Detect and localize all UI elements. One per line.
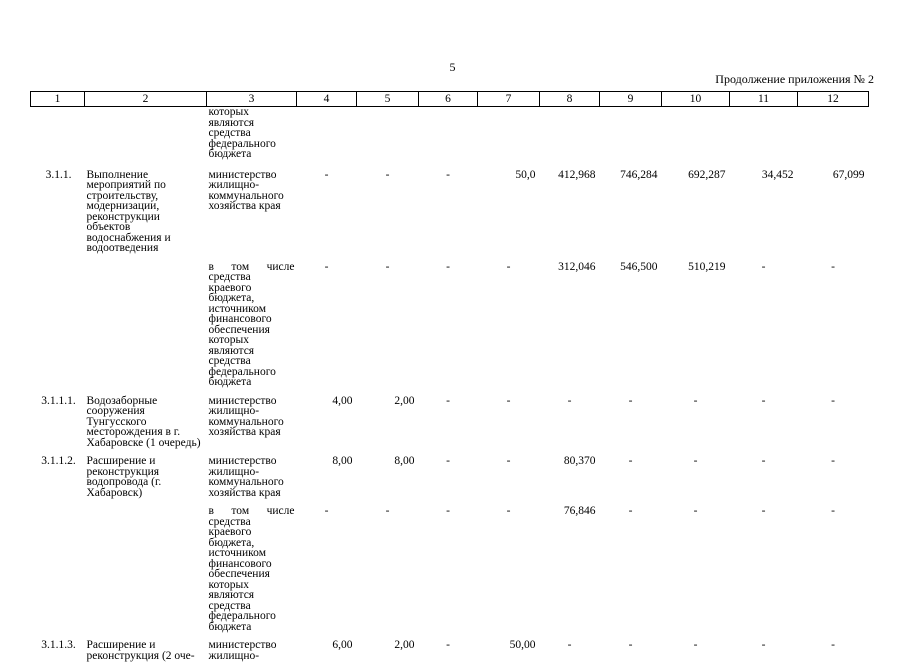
row-value-7 — [478, 107, 540, 170]
row-value-4: 4,00 — [332, 394, 353, 407]
row-code — [31, 107, 85, 170]
row-value-8: 312,046 — [558, 260, 596, 273]
row-value-11 — [730, 107, 798, 170]
row-value-12: - — [831, 260, 835, 273]
row-value-4 — [297, 107, 357, 170]
row-value-5: 2,00 — [394, 639, 415, 651]
row-value-11: - — [761, 505, 766, 517]
row-code: 3.1.1.3. — [41, 639, 76, 651]
row-value-8: 80,370 — [563, 455, 596, 467]
row-value-6: - — [446, 505, 450, 517]
row-value-9: - — [628, 394, 633, 407]
col-header-10: 10 — [662, 92, 730, 107]
table-row — [31, 506, 869, 640]
row-value-12: - — [831, 455, 835, 467]
row-value-10 — [662, 107, 730, 170]
row-executor: министерство жилищно-коммунального хозяйства края — [208, 394, 284, 438]
row-value-5: 8,00 — [394, 455, 415, 467]
row-name: Расширение и реконструкция водопровода (г. Хабаровск) — [86, 455, 162, 499]
row-executor: министерство жилищно-коммунального хозяйства края — [208, 168, 284, 212]
row-value-5: - — [385, 168, 390, 181]
table-row — [31, 262, 869, 396]
col-header-7: 7 — [478, 92, 540, 107]
row-name: Расширение и реконструкция (2 оче- — [86, 639, 195, 662]
row-value-8: 412,968 — [558, 168, 596, 181]
row-name — [85, 107, 207, 170]
page-number: 5 — [449, 60, 456, 74]
col-header-8: 8 — [540, 92, 600, 107]
row-value-7: 50,0 — [515, 168, 536, 181]
row-value-11: - — [761, 455, 766, 467]
row-value-9 — [600, 107, 662, 170]
col-header-5: 5 — [357, 92, 419, 107]
row-name: Водозаборные сооружения Тунгусского месторождения в г. Хабаровске (1 очередь) — [86, 394, 201, 449]
row-name: Выполнение мероприятий по строительству, модернизации, реконструкции объектов водоснабжения и водоотведения — [86, 168, 171, 254]
col-header-6: 6 — [419, 92, 478, 107]
row-value-12: 67,099 — [832, 168, 865, 181]
row-value-11: - — [761, 260, 766, 273]
program-table — [30, 91, 869, 669]
row-value-9: - — [628, 639, 633, 651]
row-value-6: - — [446, 168, 450, 181]
row-value-9: 746,284 — [620, 168, 658, 181]
col-header-11: 11 — [730, 92, 798, 107]
row-value-7: - — [506, 394, 511, 407]
row-value-5 — [357, 107, 419, 170]
row-executor: в том числе средства краевого бюджета, источником финансового обеспечения которых являются средства федерального бюджета — [208, 505, 295, 633]
row-value-11: - — [761, 639, 766, 651]
row-value-10: 692,287 — [688, 168, 726, 181]
row-value-5: 2,00 — [394, 394, 415, 407]
row-code: 3.1.1.1. — [41, 394, 76, 407]
col-header-9: 9 — [600, 92, 662, 107]
row-value-10: - — [693, 455, 698, 467]
table-row — [31, 107, 869, 170]
row-executor: которых являются средства федерального бюджета — [208, 106, 276, 160]
col-header-3: 3 — [207, 92, 297, 107]
table-row — [31, 640, 869, 669]
row-value-12: - — [831, 505, 835, 517]
row-value-11: 34,452 — [761, 168, 794, 181]
row-value-9: - — [628, 505, 633, 517]
row-value-12: - — [831, 394, 835, 407]
row-value-10: - — [693, 394, 698, 407]
row-value-4: - — [324, 168, 329, 181]
row-value-8: - — [567, 394, 572, 407]
row-value-10: - — [693, 639, 698, 651]
row-value-4: 8,00 — [332, 455, 353, 467]
row-code — [31, 506, 85, 640]
row-value-5: - — [385, 505, 390, 517]
row-value-9: 546,500 — [620, 260, 658, 273]
row-code: 3.1.1. — [45, 168, 72, 181]
row-value-6 — [419, 107, 478, 170]
row-executor: в том числе средства краевого бюджета, источником финансового обеспечения которых являются средства федерального бюджета — [208, 260, 295, 388]
row-value-6: - — [446, 260, 450, 273]
row-value-4: - — [324, 505, 329, 517]
row-value-9: - — [628, 455, 633, 467]
row-executor: министерство жилищно- — [208, 639, 277, 662]
row-value-6: - — [446, 455, 450, 467]
row-name — [85, 262, 207, 396]
row-value-4: - — [324, 260, 329, 273]
row-value-7: 50,00 — [509, 639, 536, 651]
col-header-12: 12 — [798, 92, 869, 107]
row-code: 3.1.1.2. — [41, 455, 76, 467]
table-row — [31, 170, 869, 262]
row-code — [31, 262, 85, 396]
row-value-12 — [798, 107, 869, 170]
row-value-8 — [540, 107, 600, 170]
row-value-8: - — [567, 639, 572, 651]
row-value-5: - — [385, 260, 390, 273]
column-number-row — [31, 92, 869, 107]
col-header-2: 2 — [85, 92, 207, 107]
row-value-6: - — [446, 394, 450, 407]
table-row — [31, 396, 869, 457]
row-value-4: 6,00 — [332, 639, 353, 651]
row-value-11: - — [761, 394, 766, 407]
col-header-1: 1 — [31, 92, 85, 107]
continuation-label: Продолжение приложения № 2 — [715, 72, 874, 86]
row-executor: министерство жилищно-коммунального хозяйства края — [208, 455, 284, 499]
row-name — [85, 506, 207, 640]
row-value-8: 76,846 — [563, 505, 596, 517]
row-value-7: - — [506, 260, 511, 273]
row-value-10: 510,219 — [688, 260, 726, 273]
row-value-6: - — [446, 639, 450, 651]
row-value-10: - — [693, 505, 698, 517]
table-row — [31, 456, 869, 506]
row-value-7: - — [506, 505, 511, 517]
row-value-7: - — [506, 455, 511, 467]
col-header-4: 4 — [297, 92, 357, 107]
row-value-12: - — [831, 639, 835, 651]
